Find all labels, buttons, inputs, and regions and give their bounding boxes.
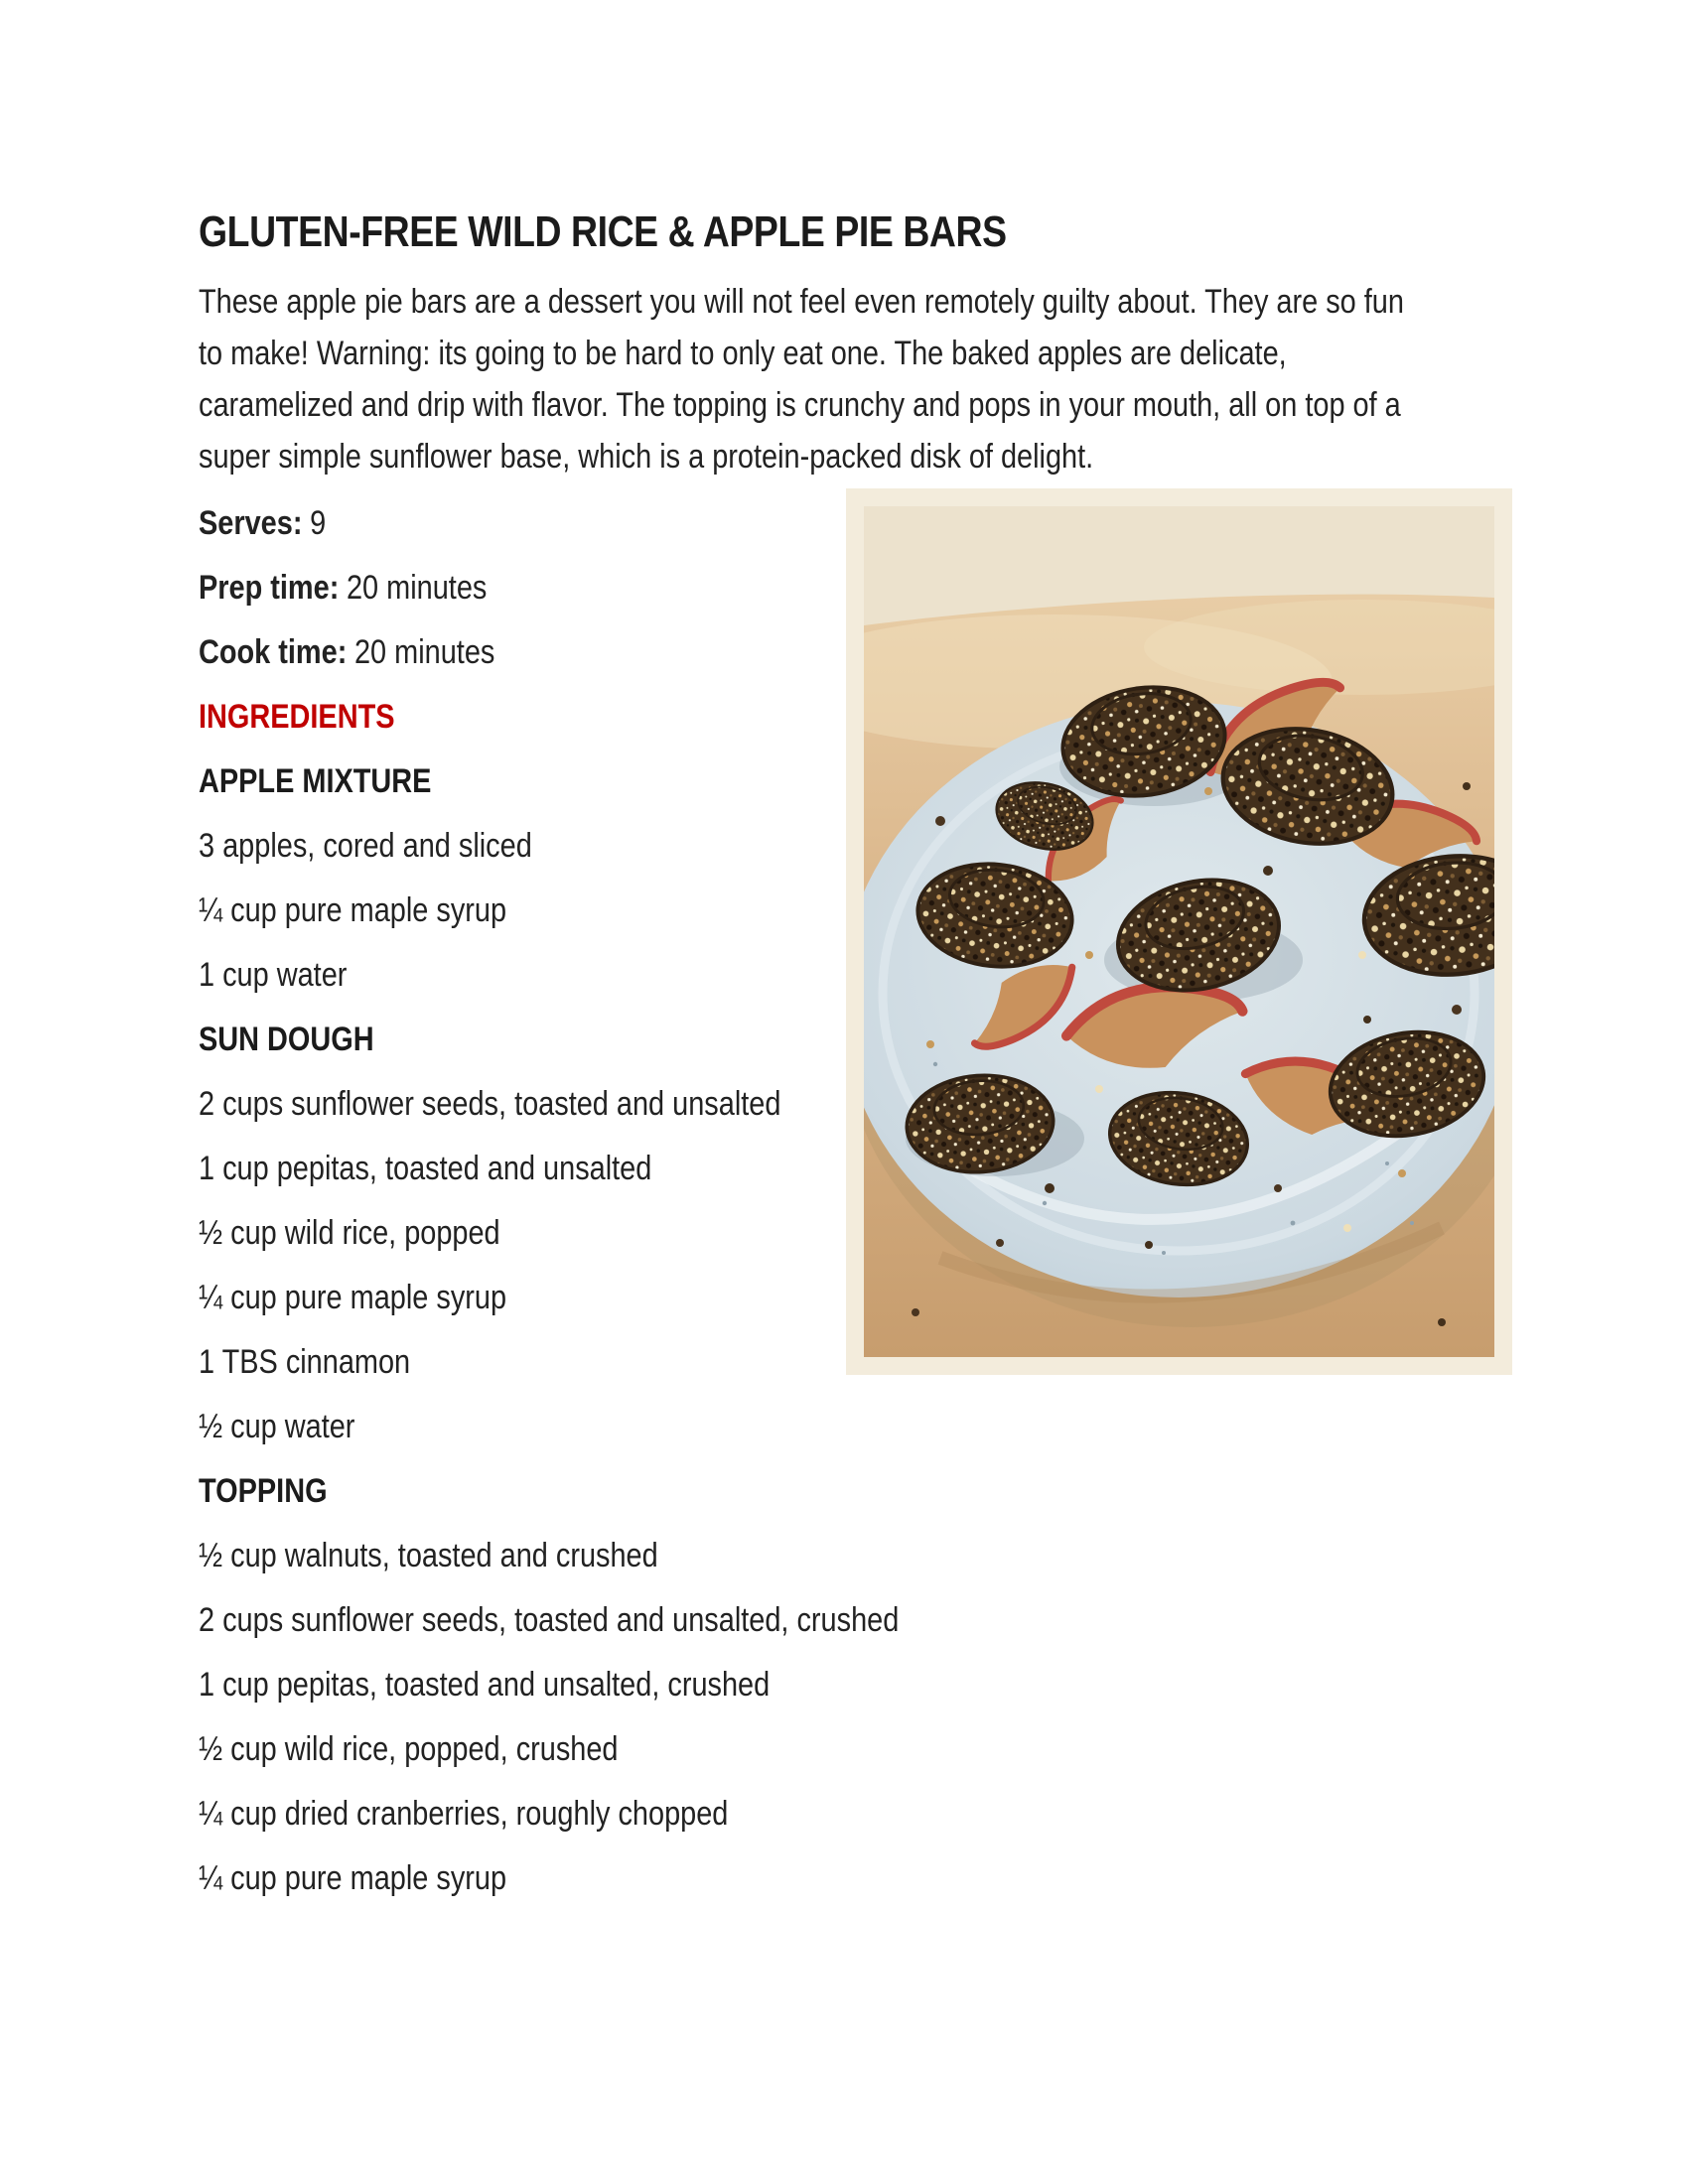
ingredient-item: ½ cup walnuts, toasted and crushed bbox=[199, 1537, 658, 1574]
description-line: super simple sunflower base, which is a protein-packed disk of delight. bbox=[199, 438, 1094, 476]
ingredient-item: ¼ cup dried cranberries, roughly chopped bbox=[199, 1795, 729, 1833]
section-heading-topping: TOPPING bbox=[199, 1472, 328, 1510]
ingredient-item: 1 TBS cinnamon bbox=[199, 1343, 411, 1381]
description-line: caramelized and drip with flavor. The topping is crunchy and pops in your mouth, all on top of a bbox=[199, 386, 1401, 424]
ingredient-item: ¼ cup pure maple syrup bbox=[199, 891, 507, 929]
ingredient-item: 3 apples, cored and sliced bbox=[199, 827, 532, 865]
page-title: GLUTEN-FREE WILD RICE & APPLE PIE BARS bbox=[199, 207, 1007, 256]
ingredient-item: 1 cup pepitas, toasted and unsalted bbox=[199, 1150, 652, 1187]
ingredient-item: ¼ cup pure maple syrup bbox=[199, 1279, 507, 1316]
ingredient-item: ½ cup wild rice, popped, crushed bbox=[199, 1730, 619, 1768]
prep-time-value: 20 minutes bbox=[346, 569, 488, 607]
section-heading-apple-mixture: APPLE MIXTURE bbox=[199, 762, 432, 800]
ingredient-item: 2 cups sunflower seeds, toasted and unsalted bbox=[199, 1085, 781, 1123]
serves-value: 9 bbox=[310, 504, 327, 542]
ingredients-heading: INGREDIENTS bbox=[199, 698, 395, 736]
serves-label: Serves: bbox=[199, 504, 303, 542]
ingredient-item: 2 cups sunflower seeds, toasted and unsalted, crushed bbox=[199, 1601, 900, 1639]
recipe-description bbox=[199, 276, 1404, 482]
cook-time-label: Cook time: bbox=[199, 633, 348, 671]
ingredient-item: ¼ cup pure maple syrup bbox=[199, 1859, 507, 1897]
description-line: to make! Warning: its going to be hard to only eat one. The baked apples are delicate, bbox=[199, 335, 1287, 372]
description-line: These apple pie bars are a dessert you will not feel even remotely guilty about. They are so fun bbox=[199, 283, 1404, 321]
ingredient-item: 1 cup pepitas, toasted and unsalted, crushed bbox=[199, 1666, 771, 1704]
ingredient-item: 1 cup water bbox=[199, 956, 348, 994]
section-heading-sun-dough: SUN DOUGH bbox=[199, 1021, 374, 1058]
ingredient-item: ½ cup water bbox=[199, 1408, 355, 1445]
prep-time-label: Prep time: bbox=[199, 569, 340, 607]
recipe-photo-illustration bbox=[846, 488, 1512, 1375]
ingredient-item: ½ cup wild rice, popped bbox=[199, 1214, 500, 1252]
recipe-photo bbox=[846, 488, 1512, 1375]
cook-time-value: 20 minutes bbox=[353, 633, 495, 671]
